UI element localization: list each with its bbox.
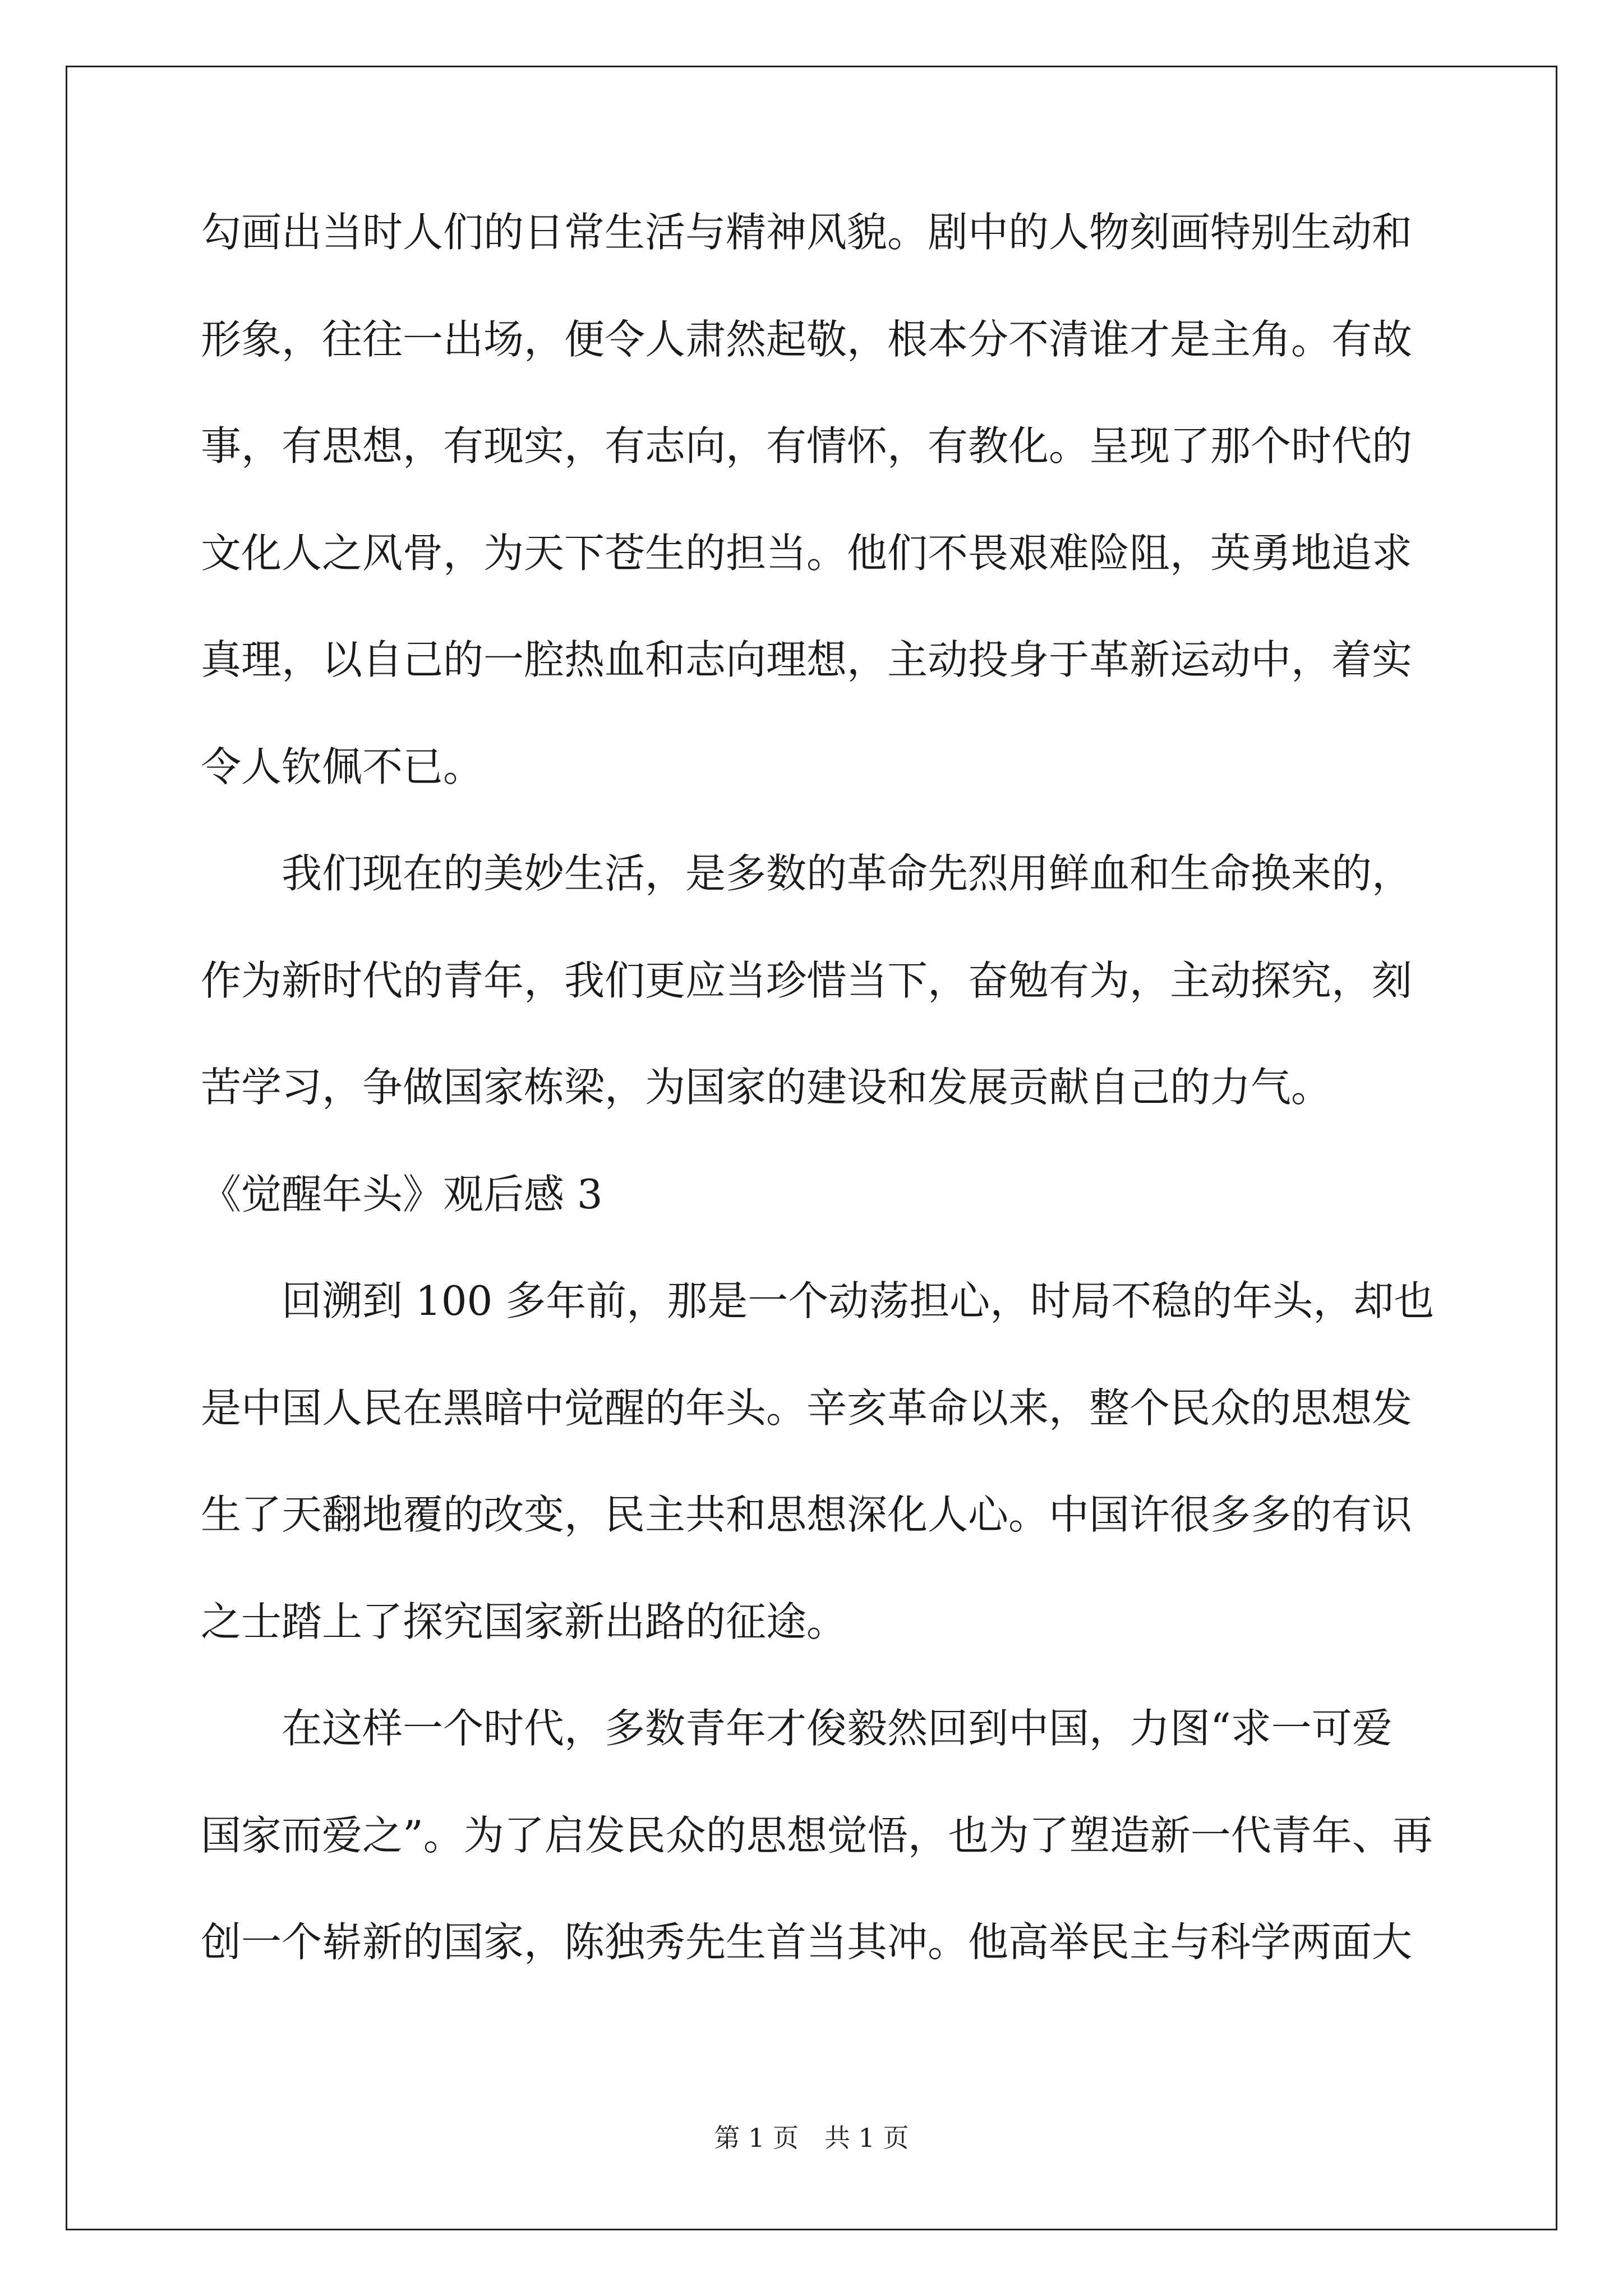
paragraph-line: 生了天翻地覆的改变，民主共和思想深化人心。中国许很多多的有识 xyxy=(201,1491,1413,1538)
page-number: 第 1 页 xyxy=(714,2123,799,2153)
paragraph-line: 我们现在的美妙生活，是多数的革命先烈用鲜血和生命换来的， xyxy=(282,850,1413,897)
section-heading: 《觉醒年头》观后感 3 xyxy=(201,1170,603,1218)
paragraph-line: 真理，以自己的一腔热血和志向理想，主动投身于革新运动中，着实 xyxy=(201,636,1413,683)
paragraph-line: 事，有思想，有现实，有志向，有情怀，有教化。呈现了那个时代的 xyxy=(201,422,1413,470)
paragraph-line: 回溯到 100 多年前，那是一个动荡担心，时局不稳的年头，却也 xyxy=(282,1277,1435,1324)
paragraph-line: 苦学习，争做国家栋梁，为国家的建设和发展贡献自己的力气。 xyxy=(201,1064,1332,1111)
paragraph-line: 文化人之风骨，为天下苍生的担当。他们不畏艰难险阻，英勇地追求 xyxy=(201,529,1413,577)
paragraph-line: 创一个崭新的国家，陈独秀先生首当其冲。他高举民主与科学两面大 xyxy=(201,1918,1413,1966)
page-total: 共 1 页 xyxy=(824,2123,909,2153)
paragraph-line: 形象，往往一出场，便令人肃然起敬，根本分不清谁才是主角。有故 xyxy=(201,315,1413,363)
paragraph-line: 是中国人民在黑暗中觉醒的年头。辛亥革命以来，整个民众的思想发 xyxy=(201,1384,1413,1432)
paragraph-line: 国家而爱之”。为了启发民众的思想觉悟，也为了塑造新一代青年、再 xyxy=(201,1811,1433,1859)
paragraph-line: 之士踏上了探究国家新出路的征途。 xyxy=(201,1598,847,1645)
paragraph-line: 勾画出当时人们的日常生活与精神风貌。剧中的人物刻画特别生动和 xyxy=(201,209,1413,256)
paragraph-line: 作为新时代的青年，我们更应当珍惜当下，奋勉有为，主动探究，刻 xyxy=(201,956,1413,1004)
page-footer xyxy=(0,2125,1623,2151)
document-body xyxy=(201,209,1435,2029)
paragraph-line: 令人钦佩不已。 xyxy=(201,743,484,790)
paragraph-line: 在这样一个时代，多数青年才俊毅然回到中国，力图“求一可爱 xyxy=(282,1705,1393,1752)
